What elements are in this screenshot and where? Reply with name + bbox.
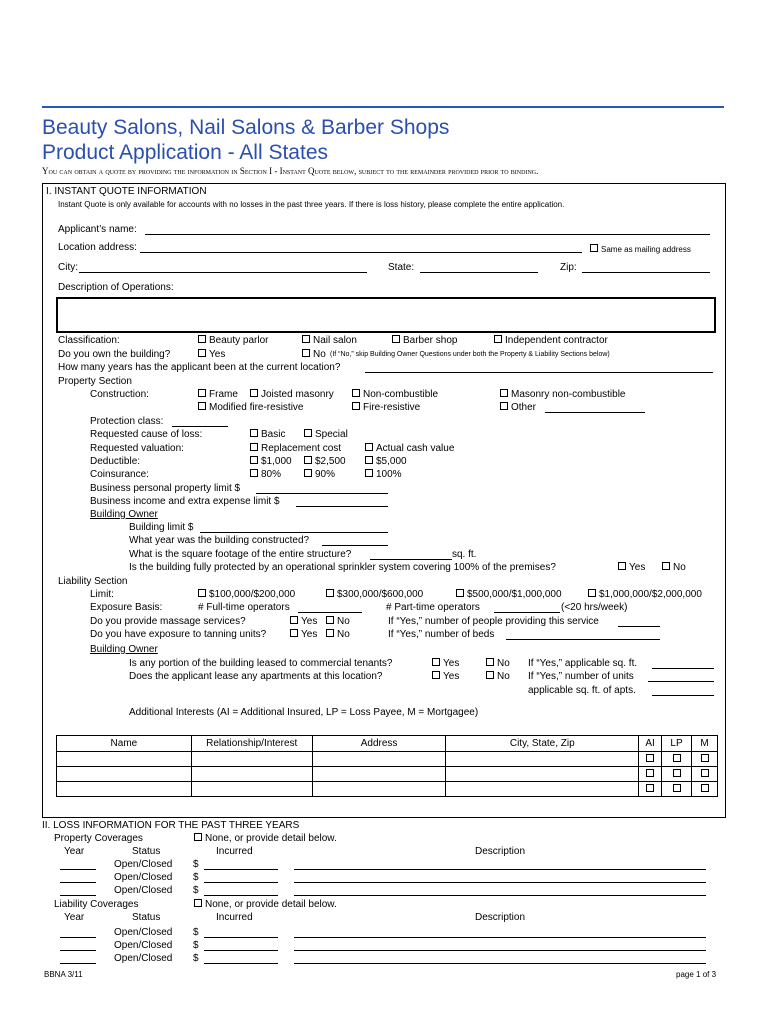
liab-incurred-field-1[interactable]	[204, 937, 278, 938]
option-label: 90%	[315, 469, 336, 480]
applicant-name-field[interactable]	[145, 234, 710, 235]
option-label: $5,000	[376, 456, 407, 467]
col-address: Address	[312, 736, 446, 752]
checkbox-icon	[618, 562, 626, 570]
bi-limit-label: Business income and extra expense limit $	[90, 496, 280, 507]
form-title: Beauty Salons, Nail Salons & Barber Shops	[42, 116, 450, 139]
checkbox-icon	[250, 469, 258, 477]
own-building-label: Do you own the building?	[58, 349, 171, 360]
ai-checkbox[interactable]	[639, 752, 662, 767]
liab-status-3[interactable]: Open/Closed	[114, 953, 173, 964]
deductible-5000[interactable]	[365, 456, 407, 467]
apartments-label: Does the applicant lease any apartments at this location?	[129, 671, 383, 682]
m-checkbox[interactable]	[692, 782, 718, 797]
liab-incurred-field-2[interactable]	[204, 950, 278, 951]
full-time-label: # Full-time operators	[198, 602, 290, 613]
m-checkbox[interactable]	[692, 752, 718, 767]
liab-dollar-2: $	[193, 940, 199, 951]
apartments-units-field[interactable]	[648, 681, 714, 682]
liab-year-field-3[interactable]	[60, 963, 96, 964]
option-label: Joisted masonry	[261, 389, 334, 400]
table-header-row	[57, 736, 718, 752]
applicant-name-label: Applicant’s name:	[58, 224, 137, 235]
table-row	[57, 752, 718, 767]
checkbox-icon	[326, 616, 334, 624]
option-label: Basic	[261, 429, 286, 440]
tanning-no[interactable]	[326, 629, 350, 640]
massage-label: Do you provide massage services?	[90, 616, 246, 627]
construction-non-combustible[interactable]	[352, 389, 438, 400]
location-address-label: Location address:	[58, 242, 137, 253]
relationship-cell[interactable]	[191, 782, 312, 797]
checkbox-icon	[352, 389, 360, 397]
prop-status-1[interactable]: Open/Closed	[114, 859, 173, 870]
construction-other-field[interactable]	[545, 412, 645, 413]
liab-description-field-1[interactable]	[294, 937, 706, 938]
city-field[interactable]	[79, 272, 367, 273]
lp-checkbox[interactable]	[662, 782, 692, 797]
protection-class-field[interactable]	[172, 426, 228, 427]
form-code: BBNA 3/11	[44, 970, 83, 979]
status-header: Status	[132, 846, 161, 857]
additional-interests-label: Additional Interests (AI = Additional Insured, LP = Loss Payee, M = Mortgagee)	[129, 707, 479, 718]
option-label: Independent contractor	[505, 335, 608, 346]
checkbox-icon	[250, 456, 258, 464]
checkbox-icon	[432, 658, 440, 666]
instant-quote-note: Instant Quote is only available for accounts with no losses in the past three years. If there is loss history, please complete the entire application.	[58, 200, 565, 209]
square-footage-label: What is the square footage of the entire structure?	[129, 549, 352, 560]
address-cell[interactable]	[312, 752, 446, 767]
checkbox-icon	[326, 589, 334, 597]
page-number: page 1 of 3	[676, 970, 717, 979]
table-row	[57, 767, 718, 782]
checkbox-icon	[352, 402, 360, 410]
own-building-no[interactable]	[302, 349, 326, 360]
prop-year-field-2[interactable]	[60, 882, 96, 883]
checkbox-icon	[486, 658, 494, 666]
liab-description-field-2[interactable]	[294, 950, 706, 951]
construction-fire-resistive[interactable]	[352, 402, 420, 413]
checkbox-icon	[198, 589, 206, 597]
option-label: Special	[315, 429, 348, 440]
same-as-mailing-label: Same as mailing address	[601, 245, 691, 254]
liab-year-header: Year	[64, 912, 85, 923]
checkbox-icon	[494, 335, 502, 343]
property-none-checkbox[interactable]	[194, 833, 337, 844]
years-location-field[interactable]	[365, 372, 713, 373]
option-label: None, or provide detail below.	[205, 899, 337, 910]
option-label: Yes	[301, 629, 318, 640]
option-label: Frame	[209, 389, 238, 400]
col-relationship: Relationship/Interest	[191, 736, 312, 752]
checkbox-icon	[392, 335, 400, 343]
form-subtitle-title: Product Application - All States	[42, 141, 328, 164]
part-time-label: # Part-time operators	[386, 602, 480, 613]
apartments-sqft-label: applicable sq. ft. of apts.	[528, 685, 636, 696]
same-as-mailing-checkbox[interactable]	[590, 244, 691, 254]
construction-joisted-masonry[interactable]	[250, 389, 334, 400]
zip-field[interactable]	[582, 272, 710, 273]
construction-modified-fire-resistive[interactable]	[198, 402, 303, 413]
option-label: No	[497, 658, 510, 669]
liability-coverages-label: Liability Coverages	[54, 899, 139, 910]
limit-300k[interactable]	[326, 589, 423, 600]
liab-year-field-2[interactable]	[60, 950, 96, 951]
name-cell[interactable]	[57, 782, 192, 797]
prop-incurred-field-1[interactable]	[204, 869, 278, 870]
name-cell[interactable]	[57, 752, 192, 767]
protection-class-label: Protection class:	[90, 416, 164, 427]
deductible-2500[interactable]	[304, 456, 346, 467]
liab-description-field-3[interactable]	[294, 963, 706, 964]
option-label: Yes	[629, 562, 646, 573]
square-footage-field[interactable]	[370, 559, 452, 560]
col-name: Name	[57, 736, 192, 752]
option-label: Yes	[301, 616, 318, 627]
massage-people-label: If “Yes,” number of people providing this service	[388, 616, 599, 627]
table-row	[57, 782, 718, 797]
coinsurance-100[interactable]	[365, 469, 402, 480]
option-label: No	[337, 616, 350, 627]
m-checkbox[interactable]	[692, 767, 718, 782]
checkbox-icon	[701, 769, 709, 777]
option-label: Actual cash value	[376, 443, 455, 454]
checkbox-icon	[456, 589, 464, 597]
checkbox-icon	[198, 389, 206, 397]
cause-basic[interactable]	[250, 429, 285, 440]
relationship-cell[interactable]	[191, 752, 312, 767]
checkbox-icon	[304, 429, 312, 437]
checkbox-icon	[365, 456, 373, 464]
valuation-actual-cash-value[interactable]	[365, 443, 454, 454]
checkbox-icon	[701, 754, 709, 762]
option-label: Barber shop	[403, 335, 458, 346]
checkbox-icon	[304, 456, 312, 464]
limit-1m[interactable]	[588, 589, 702, 600]
liability-none-checkbox[interactable]	[194, 899, 337, 910]
checkbox-icon	[673, 784, 681, 792]
incurred-header: Incurred	[216, 846, 253, 857]
property-section-heading: Property Section	[58, 376, 132, 387]
checkbox-icon	[198, 335, 206, 343]
option-label: $1,000	[261, 456, 292, 467]
class-barber-shop[interactable]	[392, 335, 457, 346]
tanning-beds-field[interactable]	[506, 639, 660, 640]
col-m: M	[692, 736, 718, 752]
checkbox-icon	[701, 784, 709, 792]
col-lp: LP	[662, 736, 692, 752]
liab-status-2[interactable]: Open/Closed	[114, 940, 173, 951]
deductible-1000[interactable]	[250, 456, 292, 467]
liab-status-header: Status	[132, 912, 161, 923]
col-city-state-zip: City, State, Zip	[446, 736, 639, 752]
option-label: No	[337, 629, 350, 640]
prop-incurred-field-3[interactable]	[204, 895, 278, 896]
prop-status-2[interactable]: Open/Closed	[114, 872, 173, 883]
checkbox-icon	[194, 899, 202, 907]
checkbox-icon	[590, 244, 598, 252]
option-label: $2,500	[315, 456, 346, 467]
sprinkler-label: Is the building fully protected by an operational sprinkler system covering 100% of the premises?	[129, 562, 556, 573]
massage-no[interactable]	[326, 616, 350, 627]
checkbox-icon	[646, 769, 654, 777]
prop-description-field-2[interactable]	[294, 882, 706, 883]
city-cell[interactable]	[446, 752, 639, 767]
classification-label: Classification:	[58, 335, 120, 346]
sprinkler-yes[interactable]	[618, 562, 645, 573]
state-label: State:	[388, 262, 415, 273]
checkbox-icon	[302, 349, 310, 357]
apartments-no[interactable]	[486, 671, 510, 682]
prop-dollar-3: $	[193, 885, 199, 896]
apartments-sqft-field[interactable]	[652, 695, 714, 696]
checkbox-icon	[250, 443, 258, 451]
option-label: $1,000,000/$2,000,000	[599, 589, 702, 600]
liab-incurred-header: Incurred	[216, 912, 253, 923]
liab-dollar-1: $	[193, 927, 199, 938]
option-label: No	[673, 562, 686, 573]
option-label: Other	[511, 402, 537, 413]
lp-checkbox[interactable]	[662, 752, 692, 767]
valuation-replacement-cost[interactable]	[250, 443, 341, 454]
year-constructed-field[interactable]	[322, 545, 388, 546]
prop-dollar-2: $	[193, 872, 199, 883]
checkbox-icon	[500, 389, 508, 397]
construction-masonry-non-combustible[interactable]	[500, 389, 626, 400]
location-address-field[interactable]	[140, 252, 582, 253]
prop-year-field-3[interactable]	[60, 895, 96, 896]
checkbox-icon	[198, 349, 206, 357]
prop-year-field-1[interactable]	[60, 869, 96, 870]
liability-section-heading: Liability Section	[58, 576, 128, 587]
ai-checkbox[interactable]	[639, 782, 662, 797]
option-label: Non-combustible	[363, 389, 439, 400]
checkbox-icon	[194, 833, 202, 841]
full-time-field[interactable]	[298, 612, 362, 613]
years-location-label: How many years has the applicant been at the current location?	[58, 362, 341, 373]
lp-checkbox[interactable]	[662, 767, 692, 782]
instructions: You can obtain a quote by providing the information in Section I - Instant Quote below, subject to the remainder provided prior to binding.	[42, 166, 539, 176]
checkbox-icon	[250, 429, 258, 437]
tanning-yes[interactable]	[290, 629, 317, 640]
option-label: No	[313, 349, 326, 360]
checkbox-icon	[500, 402, 508, 410]
option-label: Yes	[443, 658, 460, 669]
exposure-basis-label: Exposure Basis:	[90, 602, 163, 613]
checkbox-icon	[302, 335, 310, 343]
bi-limit-field[interactable]	[296, 506, 388, 507]
prop-dollar-1: $	[193, 859, 199, 870]
apartments-yes[interactable]	[432, 671, 459, 682]
option-label: 80%	[261, 469, 282, 480]
checkbox-icon	[326, 629, 334, 637]
option-label: Beauty parlor	[209, 335, 269, 346]
relationship-cell[interactable]	[191, 767, 312, 782]
requested-cause-label: Requested cause of loss:	[90, 429, 203, 440]
zip-label: Zip:	[560, 262, 577, 273]
bpp-limit-field[interactable]	[256, 493, 388, 494]
construction-other[interactable]	[500, 402, 536, 413]
limit-100k[interactable]	[198, 589, 295, 600]
sprinkler-no[interactable]	[662, 562, 686, 573]
checkbox-icon	[673, 754, 681, 762]
construction-frame[interactable]	[198, 389, 238, 400]
leased-commercial-yes[interactable]	[432, 658, 459, 669]
ai-checkbox[interactable]	[639, 767, 662, 782]
cause-special[interactable]	[304, 429, 348, 440]
own-building-yes[interactable]	[198, 349, 225, 360]
building-limit-label: Building limit $	[129, 522, 194, 533]
option-label: Replacement cost	[261, 443, 342, 454]
city-cell[interactable]	[446, 767, 639, 782]
construction-label: Construction:	[90, 389, 149, 400]
building-limit-field[interactable]	[200, 532, 388, 533]
liab-incurred-field-3[interactable]	[204, 963, 278, 964]
address-cell[interactable]	[312, 782, 446, 797]
checkbox-icon	[432, 671, 440, 679]
coinsurance-80[interactable]	[250, 469, 281, 480]
prop-status-3[interactable]: Open/Closed	[114, 885, 173, 896]
city-label: City:	[58, 262, 78, 273]
checkbox-icon	[588, 589, 596, 597]
description-ops-field[interactable]	[56, 297, 716, 333]
checkbox-icon	[646, 784, 654, 792]
class-beauty-parlor[interactable]	[198, 335, 268, 346]
name-cell[interactable]	[57, 767, 192, 782]
bpp-limit-label: Business personal property limit $	[90, 483, 241, 494]
description-ops-label: Description of Operations:	[58, 282, 174, 293]
leased-commercial-no[interactable]	[486, 658, 510, 669]
option-label: $100,000/$200,000	[209, 589, 296, 600]
class-nail-salon[interactable]	[302, 335, 357, 346]
liab-dollar-3: $	[193, 953, 199, 964]
state-field[interactable]	[420, 272, 538, 273]
tanning-label: Do you have exposure to tanning units?	[90, 629, 267, 640]
section-2-heading: II. LOSS INFORMATION FOR THE PAST THREE YEARS	[42, 820, 300, 831]
liab-status-1[interactable]: Open/Closed	[114, 927, 173, 938]
city-cell[interactable]	[446, 782, 639, 797]
checkbox-icon	[290, 629, 298, 637]
apartments-units-label: If “Yes,” number of units	[528, 671, 634, 682]
massage-people-field[interactable]	[618, 626, 660, 627]
leased-sqft-field[interactable]	[652, 668, 714, 669]
limit-500k[interactable]	[456, 589, 562, 600]
option-label: $300,000/$600,000	[337, 589, 424, 600]
header-rule	[42, 106, 724, 108]
col-ai: AI	[639, 736, 662, 752]
option-label: Yes	[443, 671, 460, 682]
building-owner-heading: Building Owner	[90, 509, 158, 520]
part-time-note: (<20 hrs/week)	[561, 602, 628, 613]
own-building-no-note: (If “No,” skip Building Owner Questions under both the Property & Liability Sections below)	[330, 351, 610, 358]
property-coverages-label: Property Coverages	[54, 833, 143, 844]
option-label: Yes	[209, 349, 226, 360]
prop-description-field-3[interactable]	[294, 895, 706, 896]
class-independent-contractor[interactable]	[494, 335, 608, 346]
liab-description-header: Description	[475, 912, 526, 923]
liab-year-field-1[interactable]	[60, 937, 96, 938]
option-label: 100%	[376, 469, 402, 480]
checkbox-icon	[290, 616, 298, 624]
coinsurance-label: Coinsurance:	[90, 469, 149, 480]
coinsurance-90[interactable]	[304, 469, 335, 480]
additional-interests-table	[56, 735, 718, 797]
section-1-heading: I. INSTANT QUOTE INFORMATION	[46, 186, 207, 197]
option-label: Nail salon	[313, 335, 357, 346]
checkbox-icon	[662, 562, 670, 570]
option-label: Fire-resistive	[363, 402, 421, 413]
checkbox-icon	[365, 443, 373, 451]
leased-commercial-label: Is any portion of the building leased to commercial tenants?	[129, 658, 393, 669]
option-label: $500,000/$1,000,000	[467, 589, 562, 600]
prop-description-field-1[interactable]	[294, 869, 706, 870]
liability-building-owner-heading: Building Owner	[90, 644, 158, 655]
option-label: Modified fire-resistive	[209, 402, 304, 413]
massage-yes[interactable]	[290, 616, 317, 627]
checkbox-icon	[365, 469, 373, 477]
checkbox-icon	[486, 671, 494, 679]
prop-incurred-field-2[interactable]	[204, 882, 278, 883]
checkbox-icon	[198, 402, 206, 410]
limit-label: Limit:	[90, 589, 114, 600]
year-constructed-label: What year was the building constructed?	[129, 535, 310, 546]
year-header: Year	[64, 846, 85, 857]
deductible-label: Deductible:	[90, 456, 141, 467]
checkbox-icon	[673, 769, 681, 777]
option-label: No	[497, 671, 510, 682]
option-label: None, or provide detail below.	[205, 833, 337, 844]
checkbox-icon	[646, 754, 654, 762]
checkbox-icon	[304, 469, 312, 477]
tanning-beds-label: If “Yes,” number of beds	[388, 629, 495, 640]
requested-valuation-label: Requested valuation:	[90, 443, 184, 454]
option-label: Masonry non-combustible	[511, 389, 626, 400]
checkbox-icon	[250, 389, 258, 397]
leased-sqft-label: If “Yes,” applicable sq. ft.	[528, 658, 638, 669]
part-time-field[interactable]	[494, 612, 560, 613]
sq-ft-unit: sq. ft.	[452, 549, 477, 560]
address-cell[interactable]	[312, 767, 446, 782]
description-header: Description	[475, 846, 526, 857]
